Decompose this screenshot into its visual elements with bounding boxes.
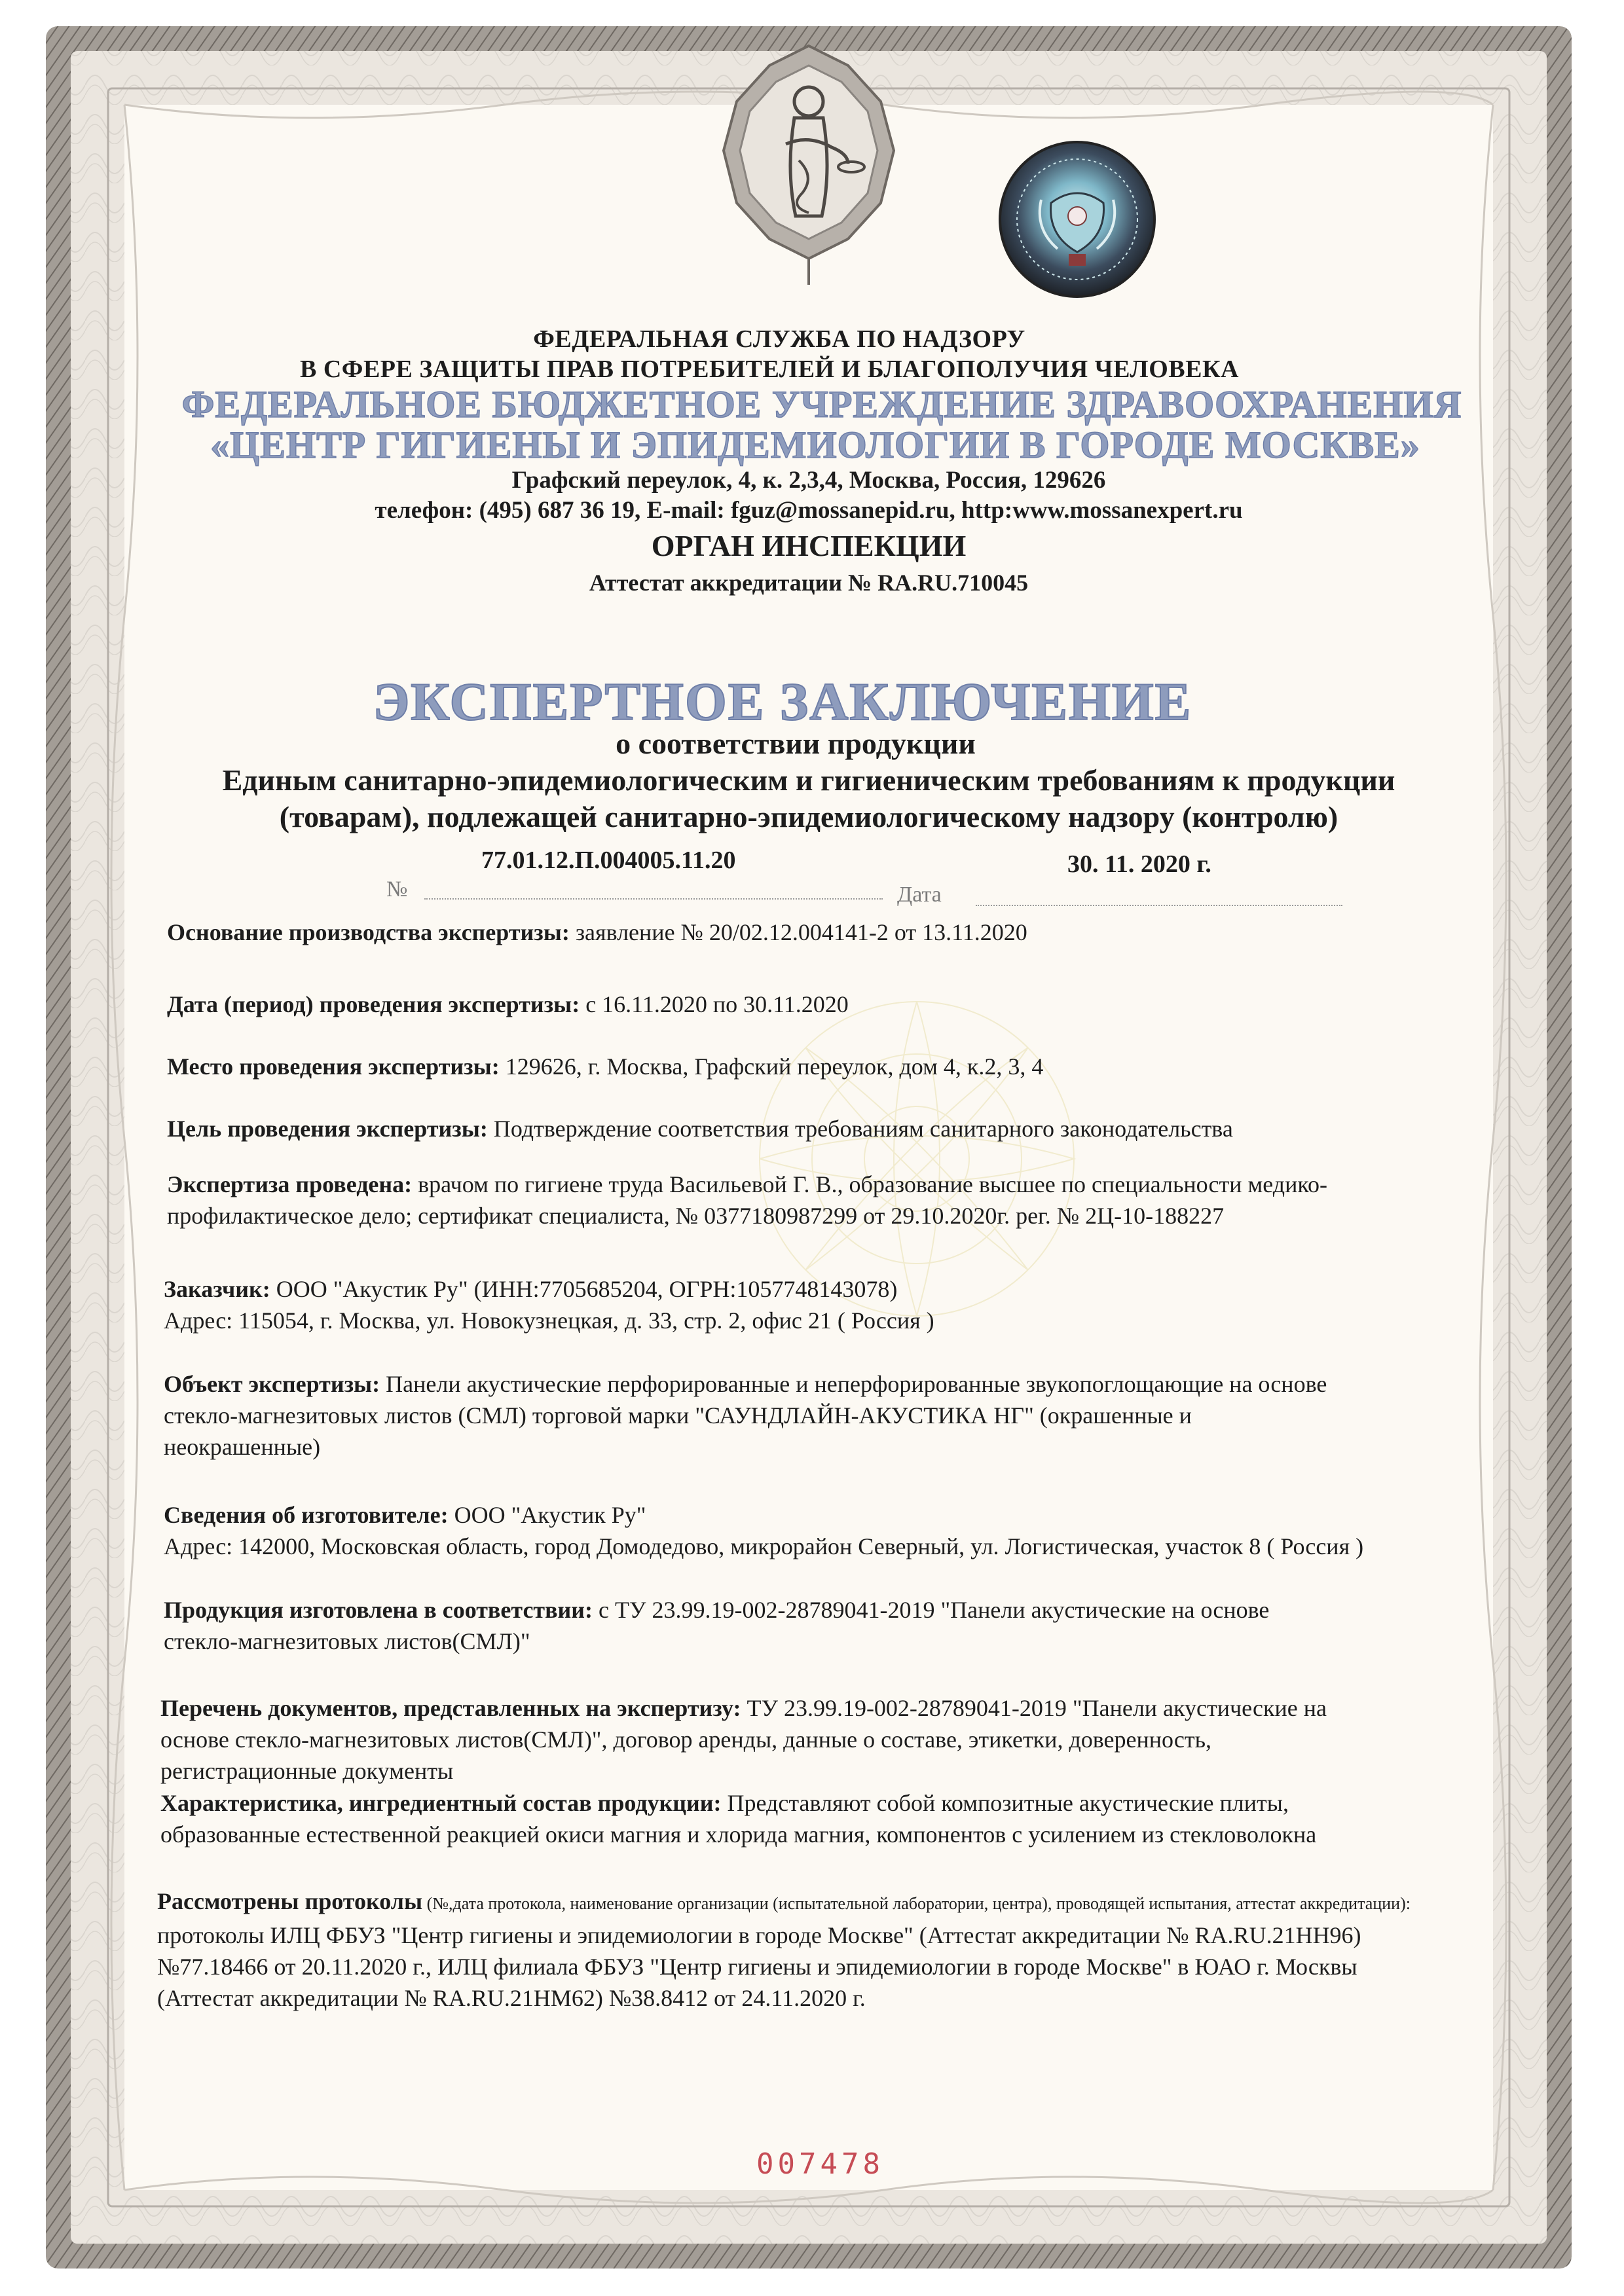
subtitle-line-2: Единым санитарно-эпидемиологическим и гигиеническим требованиям к продукции <box>222 763 1395 797</box>
made-value-line-1: с ТУ 23.99.19-002-28789041-2019 "Панели акустические на основе <box>593 1597 1270 1623</box>
protocols-value-line-3: (Аттестат аккредитации № RA.RU.21НМ62) №38.8412 от 24.11.2020 г. <box>157 1985 866 2011</box>
period-value: с 16.11.2020 по 30.11.2020 <box>580 991 849 1017</box>
document-date: 30. 11. 2020 г. <box>1067 850 1211 878</box>
protocols-value-line-1: протоколы ИЛЦ ФБУЗ "Центр гигиены и эпидемиологии в городе Москве" (Аттестат аккредитации № RA.RU.21НН96) <box>157 1922 1361 1948</box>
agency-line-1: ФЕДЕРАЛЬНАЯ СЛУЖБА ПО НАДЗОРУ <box>533 325 1025 353</box>
expert-field <box>167 1169 1555 1231</box>
period-label: Дата (период) проведения экспертизы: <box>167 991 580 1017</box>
place-label: Место проведения экспертизы: <box>167 1053 500 1080</box>
docs-value-line-1: ТУ 23.99.19-002-28789041-2019 "Панели акустические на <box>741 1695 1327 1721</box>
issuer-address: Графский переулок, 4, к. 2,3,4, Москва, Россия, 129626 <box>511 467 1106 494</box>
accreditation-line: Аттестат аккредитации № RA.RU.710045 <box>589 570 1029 596</box>
docs-value-line-2: основе стекло-магнезитовых листов(СМЛ)", договор аренды, данные о составе, этикетки, доверенность, <box>160 1726 1212 1753</box>
subtitle-line-3: (товарам), подлежащей санитарно-эпидемиологическому надзору (контролю) <box>279 800 1338 833</box>
composition-value-line-1: Представляют собой композитные акустические плиты, <box>721 1790 1289 1816</box>
basis-field <box>167 917 1027 948</box>
composition-label: Характеристика, ингредиентный состав продукции: <box>160 1790 722 1816</box>
customer-field <box>164 1273 1552 1336</box>
expert-label: Экспертиза проведена: <box>167 1171 413 1197</box>
object-label: Объект экспертизы: <box>164 1371 380 1397</box>
manufacturer-label: Сведения об изготовителе: <box>164 1502 449 1528</box>
agency-line-2: В СФЕРЕ ЗАЩИТЫ ПРАВ ПОТРЕБИТЕЛЕЙ И БЛАГОПОЛУЧИЯ ЧЕЛОВЕКА <box>300 355 1239 383</box>
made-label: Продукция изготовлена в соответствии: <box>164 1597 593 1623</box>
issuer-contacts: телефон: (495) 687 36 19, E-mail: fguz@mossanepid.ru, http:www.mossanexpert.ru <box>375 497 1243 524</box>
basis-label: Основание производства экспертизы: <box>167 919 570 945</box>
object-field <box>164 1368 1552 1463</box>
place-value: 129626, г. Москва, Графский переулок, дом 4, к.2, 3, 4 <box>499 1053 1044 1080</box>
expert-value-line-1: врачом по гигиене труда Васильевой Г. В., образование высшее по специальности медико- <box>412 1171 1328 1197</box>
protocols-label: Рассмотрены протоколы <box>157 1888 423 1914</box>
institution-line-2: «ЦЕНТР ГИГИЕНЫ И ЭПИДЕМИОЛОГИИ В ГОРОДЕ МОСКВЕ» <box>210 424 1420 466</box>
customer-value: ООО "Акустик Ру" (ИНН:7705685204, ОГРН:1057748143078) <box>270 1276 898 1302</box>
coat-of-arms-hologram-icon <box>995 137 1159 301</box>
purpose-label: Цель проведения экспертизы: <box>167 1116 488 1142</box>
inspection-body: ОРГАН ИНСПЕКЦИИ <box>651 529 967 562</box>
date-caption: Дата <box>897 883 942 907</box>
manufacturer-value: ООО "Акустик Ру" <box>448 1502 646 1528</box>
made-according-field <box>164 1594 1552 1657</box>
made-value-line-2: стекло-магнезитовых листов(СМЛ)" <box>164 1628 530 1654</box>
hygieia-emblem-icon <box>717 39 900 288</box>
object-value-line-1: Панели акустические перфорированные и неперфорированные звукопоглощающие на основе <box>380 1371 1327 1397</box>
docs-value-line-3: регистрационные документы <box>160 1758 454 1784</box>
number-caption: № <box>386 877 408 902</box>
object-value-line-3: неокрашенные) <box>164 1434 321 1460</box>
composition-field <box>160 1787 1555 1850</box>
issuer-header <box>46 324 1572 600</box>
object-value-line-2: стекло-магнезитовых листов (СМЛ) торговой марки "САУНДЛАЙН-АКУСТИКА НГ" (окрашенные и <box>164 1402 1192 1429</box>
basis-value: заявление № 20/02.12.004141-2 от 13.11.2020 <box>569 919 1027 945</box>
purpose-value: Подтверждение соответствия требованиям санитарного законодательства <box>487 1116 1233 1142</box>
place-field <box>167 1051 1043 1082</box>
manufacturer-field <box>164 1499 1552 1562</box>
subtitle-line-1: о соответствии продукции <box>616 727 976 760</box>
expert-value-line-2: профилактическое дело; сертификат специалиста, № 0377180987299 от 29.10.2020г. рег. № 2Ц-10-188227 <box>167 1203 1225 1229</box>
number-date-line <box>347 846 1342 905</box>
protocols-field <box>157 1886 1559 2014</box>
certificate-sheet <box>46 26 1572 2269</box>
manufacturer-address: Адрес: 142000, Московская область, город Домодедово, микрорайон Северный, ул. Логистическая, участок 8 ( Россия ) <box>164 1533 1364 1559</box>
customer-address: Адрес: 115054, г. Москва, ул. Новокузнецкая, д. 33, стр. 2, офис 21 ( Россия ) <box>164 1307 934 1334</box>
protocols-value-line-2: №77.18466 от 20.11.2020 г., ИЛЦ филиала ФБУЗ "Центр гигиены и эпидемиологии в городе Москве" в ЮАО г. Москвы <box>157 1954 1357 1980</box>
document-number: 77.01.12.П.004005.11.20 <box>481 847 736 874</box>
date-underline <box>976 905 1342 906</box>
customer-label: Заказчик: <box>164 1276 270 1302</box>
document-title: ЭКСПЕРТНОЕ ЗАКЛЮЧЕНИЕ <box>373 672 1192 731</box>
documents-field <box>160 1692 1555 1787</box>
purpose-field <box>167 1113 1233 1144</box>
protocols-hint: (№,дата протокола, наименование организации (испытательной лаборатории, центра), проводящей испытания, аттестат аккредитации): <box>422 1894 1411 1913</box>
number-underline <box>424 898 883 900</box>
docs-label: Перечень документов, представленных на экспертизу: <box>160 1695 741 1721</box>
document-subtitle <box>46 725 1572 835</box>
composition-value-line-2: образованные естественной реакцией окиси магния и хлорида магния, компонентов с усилением из стекловолокна <box>160 1821 1317 1848</box>
blank-serial-number: 007478 <box>756 2147 884 2181</box>
period-field <box>167 989 849 1020</box>
institution-line-1: ФЕДЕРАЛЬНОЕ БЮДЖЕТНОЕ УЧРЕЖДЕНИЕ ЗДРАВООХРАНЕНИЯ <box>181 383 1462 426</box>
